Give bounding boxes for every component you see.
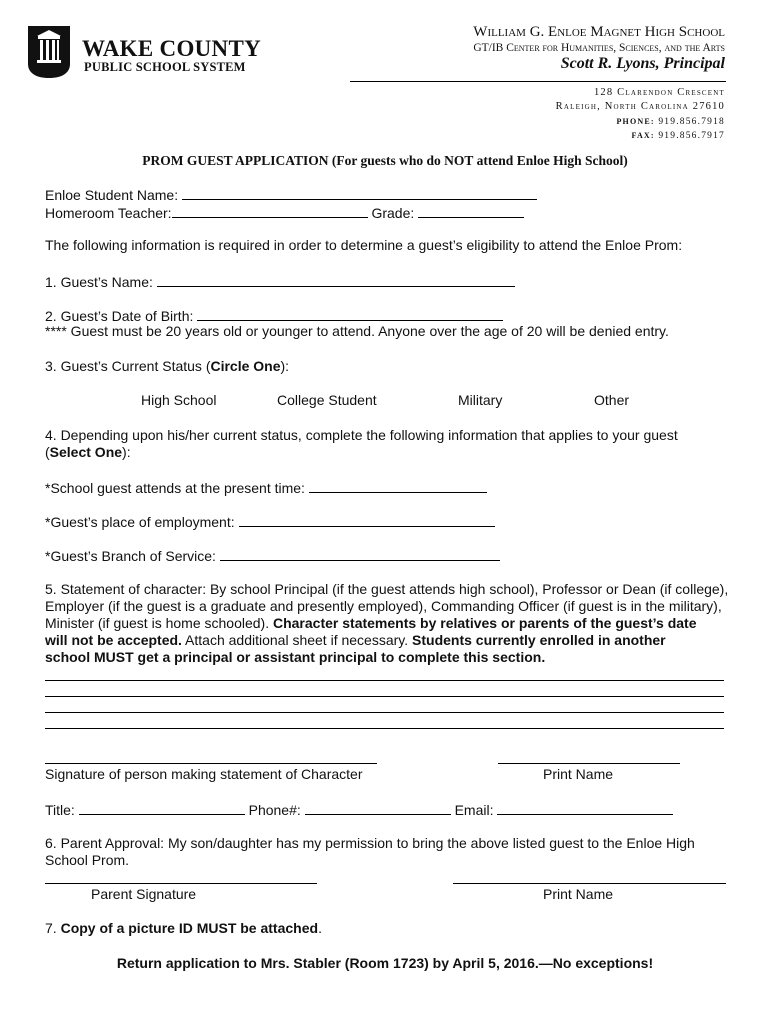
q3-label xyxy=(45,358,289,374)
status-option-military[interactable]: Military xyxy=(458,392,503,408)
fax-label: FAX: xyxy=(631,131,655,140)
branch-label: *Guest’s Branch of Service: xyxy=(45,548,216,564)
phone-number: 919.856.7918 xyxy=(658,117,725,127)
student-name-field[interactable] xyxy=(182,185,537,200)
employment-label: *Guest’s place of employment: xyxy=(45,514,235,530)
q7 xyxy=(45,920,322,936)
q5-line-3b: Character statements by relatives or parents of the guest’s date xyxy=(272,615,697,631)
statement-line-3[interactable] xyxy=(45,712,724,713)
phone-line xyxy=(616,117,725,127)
q1-label: 1. Guest’s Name: xyxy=(45,274,153,290)
wcpss-logo-icon xyxy=(28,26,70,78)
statement-signature-label: Signature of person making statement of Character xyxy=(45,766,363,782)
q5-statement xyxy=(45,581,735,666)
address-line-2: Raleigh, North Carolina 27610 xyxy=(555,101,725,112)
age-note: **** Guest must be 20 years old or younger to attend. Anyone over the age of 20 will be denied entry. xyxy=(45,323,669,339)
school-row xyxy=(45,478,487,496)
form-title: PROM GUEST APPLICATION (For guests who do NOT attend Enloe High School) xyxy=(142,153,628,168)
title-field[interactable] xyxy=(79,800,245,815)
q5-line-3 xyxy=(45,615,735,632)
parent-print-name-line[interactable] xyxy=(453,883,726,884)
employment-row xyxy=(45,512,495,530)
employment-field[interactable] xyxy=(239,512,495,527)
q6-line-2: School Prom. xyxy=(45,852,130,868)
homeroom-field[interactable] xyxy=(172,203,368,218)
status-option-other[interactable]: Other xyxy=(594,392,630,408)
q5-line-4 xyxy=(45,632,735,649)
q7-number: 7. xyxy=(45,920,61,936)
district-name: WAKE COUNTY xyxy=(82,36,262,61)
q7-period: . xyxy=(318,920,322,936)
q4-open: ( xyxy=(45,444,50,460)
principal-name: Scott R. Lyons, Principal xyxy=(560,55,725,72)
contact-row xyxy=(45,800,673,818)
email-field[interactable] xyxy=(497,800,673,815)
status-option-college[interactable]: College Student xyxy=(277,392,377,408)
parent-signature-label: Parent Signature xyxy=(91,886,197,902)
q5-line-4a: will not be accepted. xyxy=(45,632,182,648)
statement-line-2[interactable] xyxy=(45,696,724,697)
address-line-1: 128 Clarendon Crescent xyxy=(593,87,725,98)
school-label: *School guest attends at the present time: xyxy=(45,480,305,496)
guest-dob-field[interactable] xyxy=(197,306,503,321)
q4-line2 xyxy=(45,444,131,460)
branch-field[interactable] xyxy=(220,546,500,561)
q2-row xyxy=(45,306,503,324)
q6-line-1: 6. Parent Approval: My son/daughter has my permission to bring the above listed guest to the Enloe High xyxy=(45,835,695,851)
grade-field[interactable] xyxy=(418,203,524,218)
email-label: Email: xyxy=(454,802,494,818)
statement-print-name-line[interactable] xyxy=(498,763,680,764)
q4-select-one: Select One xyxy=(49,444,123,460)
statement-line-4[interactable] xyxy=(45,728,724,729)
q3-text: 3. Guest’s Current Status ( xyxy=(45,358,211,374)
branch-row xyxy=(45,546,500,564)
q4-close: ): xyxy=(122,444,131,460)
fax-number: 919.856.7917 xyxy=(658,131,725,141)
parent-signature-line[interactable] xyxy=(45,883,317,884)
fax-line xyxy=(631,131,725,141)
student-name-label: Enloe Student Name: xyxy=(45,187,179,203)
q5-line-2: Employer (if the guest is a graduate and presently employed), Commanding Officer (if guest is in the military), xyxy=(45,598,722,614)
q1-row xyxy=(45,272,515,290)
status-option-high-school[interactable]: High School xyxy=(141,392,217,408)
district-subtitle: PUBLIC SCHOOL SYSTEM xyxy=(84,60,246,74)
statement-signature-line[interactable] xyxy=(45,763,377,764)
q5-line-3a: Minister (if guest is home schooled). xyxy=(45,615,273,631)
q3-close: ): xyxy=(280,358,290,374)
phone-field[interactable] xyxy=(305,800,451,815)
phone-label: PHONE: xyxy=(616,117,655,126)
q5-line-1: 5. Statement of character: By school Principal (if the guest attends high school), Professor or Dean (if college), xyxy=(45,581,729,597)
q5-line-4b: Attach additional sheet if necessary. xyxy=(181,632,413,648)
school-name: William G. Enloe Magnet High School xyxy=(473,24,725,40)
q5-line-5 xyxy=(45,649,735,666)
guest-name-field[interactable] xyxy=(157,272,515,287)
parent-print-name-label: Print Name xyxy=(543,886,614,902)
header-divider xyxy=(350,81,726,82)
q3-circle-one: Circle One xyxy=(210,358,281,374)
statement-line-1[interactable] xyxy=(45,680,724,681)
q5-line-5-text: school MUST get a principal or assistant principal to complete this section. xyxy=(45,649,546,665)
homeroom-row xyxy=(45,203,524,221)
return-instructions: Return application to Mrs. Stabler (Room 1723) by April 5, 2016.—No exceptions! xyxy=(116,955,654,971)
q4-line1: 4. Depending upon his/her current status, complete the following information that applies to your guest xyxy=(45,427,678,443)
student-name-row xyxy=(45,185,537,203)
title-label: Title: xyxy=(45,802,75,818)
statement-print-name-label: Print Name xyxy=(543,766,614,782)
guest-school-field[interactable] xyxy=(309,478,487,493)
phone-label: Phone#: xyxy=(248,802,301,818)
intro-text: The following information is required in order to determine a guest’s eligibility to attend the Enloe Prom: xyxy=(45,237,683,253)
q5-line-4c: Students currently enrolled in another xyxy=(412,632,666,648)
q7-text: Copy of a picture ID MUST be attached xyxy=(60,920,319,936)
school-center: GT/IB Center for Humanities, Sciences, and the Arts xyxy=(473,42,725,54)
q2-label: 2. Guest’s Date of Birth: xyxy=(45,308,194,324)
homeroom-label: Homeroom Teacher: xyxy=(45,205,172,221)
grade-label: Grade: xyxy=(371,205,415,221)
